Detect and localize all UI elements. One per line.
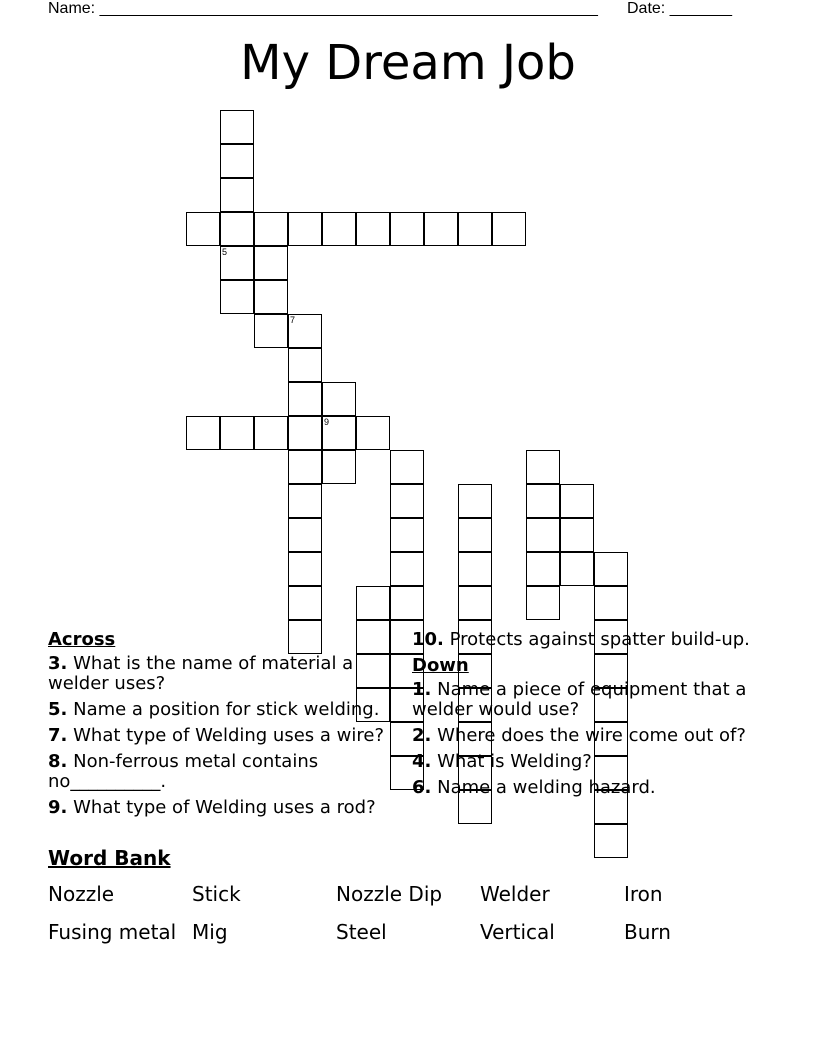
grid-cell[interactable] — [492, 212, 526, 246]
word-bank-item: Nozzle — [48, 882, 115, 906]
grid-cell[interactable] — [458, 484, 492, 518]
grid-cell[interactable] — [288, 314, 322, 348]
grid-cell[interactable] — [390, 518, 424, 552]
grid-cell[interactable] — [254, 246, 288, 280]
grid-cell[interactable] — [220, 110, 254, 144]
clue-down-4: 4. What is Welding? — [412, 751, 592, 772]
word-bank-item: Steel — [336, 920, 387, 944]
grid-cell[interactable] — [220, 144, 254, 178]
clue-across-7: 7. What type of Welding uses a wire? — [48, 725, 384, 746]
word-bank-item: Mig — [192, 920, 228, 944]
grid-cell[interactable] — [288, 348, 322, 382]
grid-cell[interactable] — [322, 212, 356, 246]
grid-cell[interactable] — [288, 518, 322, 552]
down-heading: Down — [412, 655, 469, 676]
grid-cell[interactable] — [424, 212, 458, 246]
grid-cell[interactable] — [288, 416, 322, 450]
grid-cell[interactable] — [322, 382, 356, 416]
date-label: Date: _______ — [627, 0, 732, 17]
word-bank-item: Burn — [624, 920, 671, 944]
clue-across-8: 8. Non-ferrous metal contains no__________. — [48, 751, 319, 792]
grid-cell[interactable] — [390, 484, 424, 518]
clue-across-10: 10. Protects against spatter build-up. — [412, 629, 750, 650]
clue-number: 9 — [324, 417, 330, 427]
word-bank-title: Word Bank — [48, 846, 171, 870]
grid-cell[interactable] — [356, 586, 390, 620]
grid-cell[interactable] — [220, 416, 254, 450]
grid-cell[interactable] — [594, 552, 628, 586]
word-bank-item: Nozzle Dip — [336, 882, 443, 906]
word-bank-item: Fusing metal — [48, 920, 177, 944]
grid-cell[interactable] — [594, 824, 628, 858]
word-bank-item: Stick — [192, 882, 241, 906]
grid-cell[interactable] — [560, 518, 594, 552]
grid-cell[interactable] — [458, 586, 492, 620]
grid-cell[interactable] — [288, 484, 322, 518]
grid-cell[interactable] — [390, 212, 424, 246]
grid-cell[interactable] — [254, 416, 288, 450]
grid-cell[interactable] — [526, 484, 560, 518]
clue-down-6: 6. Name a welding hazard. — [412, 777, 656, 798]
grid-cell[interactable] — [526, 552, 560, 586]
grid-cell[interactable] — [220, 178, 254, 212]
grid-cell[interactable] — [254, 212, 288, 246]
clue-across-3: 3. What is the name of material a welder uses? — [48, 653, 354, 694]
grid-cell[interactable] — [526, 518, 560, 552]
grid-cell[interactable] — [322, 416, 356, 450]
grid-cell[interactable] — [220, 280, 254, 314]
word-bank — [48, 882, 768, 944]
grid-cell[interactable] — [322, 450, 356, 484]
clue-across-9: 9. What type of Welding uses a rod? — [48, 797, 376, 818]
grid-cell[interactable] — [220, 212, 254, 246]
grid-cell[interactable] — [458, 552, 492, 586]
word-bank-item: Iron — [624, 882, 663, 906]
down-clues — [412, 630, 772, 798]
grid-cell[interactable] — [390, 450, 424, 484]
grid-cell[interactable] — [526, 450, 560, 484]
grid-cell[interactable] — [390, 552, 424, 586]
clue-number: 5 — [222, 247, 228, 257]
across-clues — [48, 630, 393, 818]
name-label: Name: ________________________________________________________ — [48, 0, 598, 17]
word-bank-item: Welder — [480, 882, 550, 906]
grid-cell[interactable] — [254, 314, 288, 348]
grid-cell[interactable] — [220, 246, 254, 280]
across-heading: Across — [48, 629, 116, 650]
grid-cell[interactable] — [356, 212, 390, 246]
grid-cell[interactable] — [254, 280, 288, 314]
grid-cell[interactable] — [186, 416, 220, 450]
grid-cell[interactable] — [526, 586, 560, 620]
clue-across-5: 5. Name a position for stick welding. — [48, 699, 380, 720]
clue-down-2: 2. Where does the wire come out of? — [412, 725, 746, 746]
grid-cell[interactable] — [458, 212, 492, 246]
grid-cell[interactable] — [288, 382, 322, 416]
grid-cell[interactable] — [560, 552, 594, 586]
grid-cell[interactable] — [288, 586, 322, 620]
grid-cell[interactable] — [288, 212, 322, 246]
grid-cell[interactable] — [390, 586, 424, 620]
clue-number: 7 — [290, 315, 296, 325]
grid-cell[interactable] — [288, 450, 322, 484]
grid-cell[interactable] — [594, 586, 628, 620]
grid-cell[interactable] — [560, 484, 594, 518]
grid-cell[interactable] — [458, 518, 492, 552]
clue-down-1: 1. Name a piece of equipment that a welder would use? — [412, 679, 747, 720]
page-title: My Dream Job — [240, 35, 576, 91]
grid-cell[interactable] — [186, 212, 220, 246]
word-bank-item: Vertical — [480, 920, 555, 944]
grid-cell[interactable] — [288, 552, 322, 586]
grid-cell[interactable] — [356, 416, 390, 450]
